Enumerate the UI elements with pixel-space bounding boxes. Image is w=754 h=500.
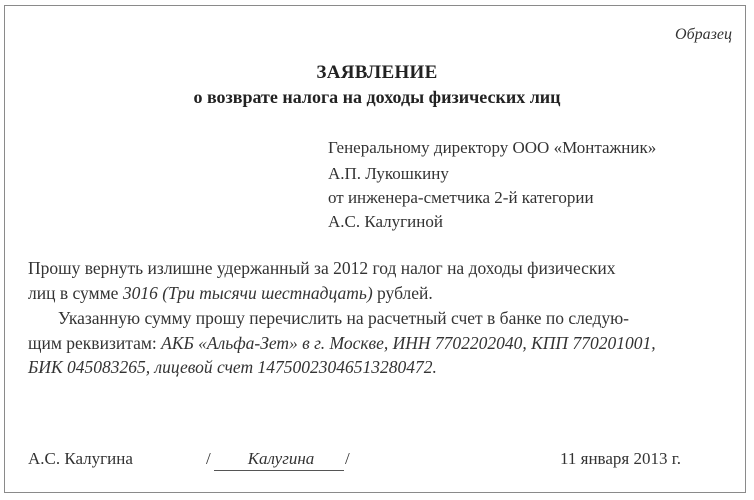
bank-details: АКБ «Альфа-Зет» в г. Москве, ИНН 7702202040, КПП 770201001, bbox=[161, 333, 656, 353]
body-paragraph-2-line-2 bbox=[28, 333, 656, 354]
body-paragraph-1-line-1: Прошу вернуть излишне удержанный за 2012 год налог на доходы физических bbox=[28, 258, 616, 278]
document-subtitle: о возврате налога на доходы физических лиц bbox=[193, 87, 561, 107]
body-paragraph-2-line-1: Указанную сумму прошу перечислить на расчетный счет в банке по следую- bbox=[58, 308, 630, 328]
body-paragraph-2-line-3: БИК 045083265, лицевой счет 14750023046513280472. bbox=[28, 357, 437, 377]
addressee-line-1: Генеральному директору ООО «Монтажник» bbox=[328, 138, 657, 157]
document-title: ЗАЯВЛЕНИЕ bbox=[316, 62, 438, 83]
document-date: 11 января 2013 г. bbox=[560, 449, 682, 468]
addressee-line-4: А.С. Калугиной bbox=[328, 212, 443, 231]
addressee-line-2: А.П. Лукошкину bbox=[328, 164, 449, 183]
addressee-line-3: от инженера-сметчика 2-й категории bbox=[328, 188, 594, 207]
signer-name: А.С. Калугина bbox=[28, 449, 133, 468]
body-paragraph-1-line-2 bbox=[28, 283, 433, 304]
signature-slash-open: / bbox=[206, 449, 211, 468]
signature: Калугина bbox=[247, 449, 315, 468]
signature-underline bbox=[214, 470, 344, 471]
refund-amount: 3016 (Три тысячи шестнадцать) bbox=[122, 283, 373, 303]
signature-slash-close: / bbox=[345, 449, 350, 468]
amount-prefix: лиц в сумме bbox=[28, 283, 123, 303]
details-prefix: щим реквизитам: bbox=[28, 333, 162, 353]
amount-suffix: рублей. bbox=[372, 283, 433, 303]
sample-label: Образец bbox=[675, 26, 732, 43]
